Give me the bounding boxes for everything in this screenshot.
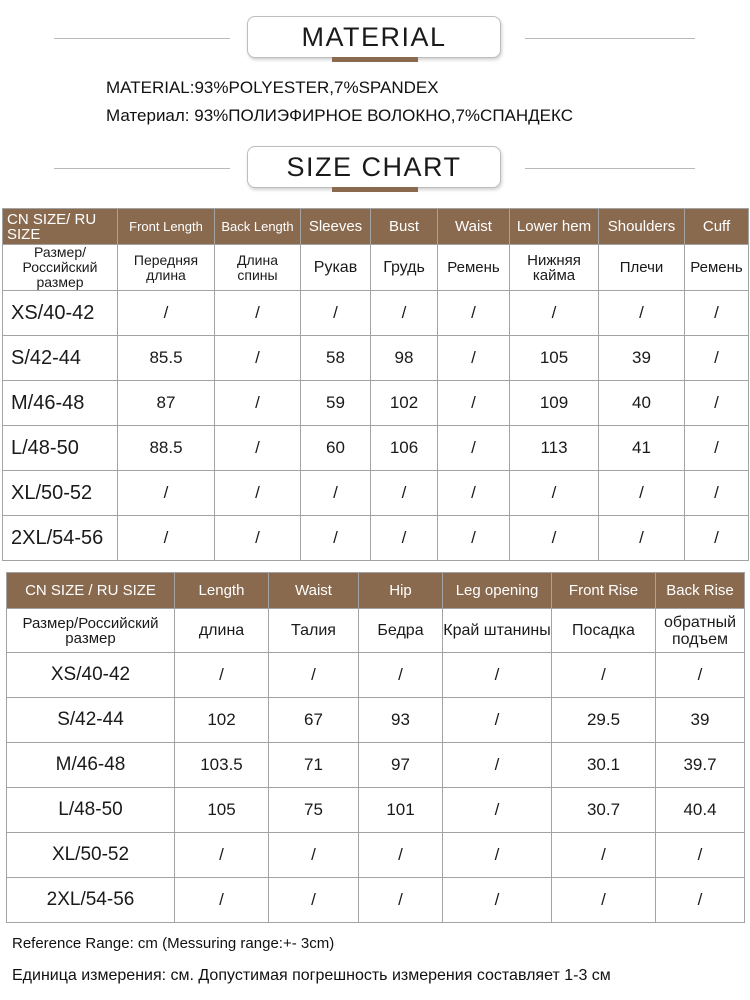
value-cell: / (301, 291, 371, 336)
value-cell: / (371, 516, 438, 561)
value-cell: / (510, 516, 599, 561)
value-cell: 113 (510, 426, 599, 471)
value-cell: 87 (118, 381, 215, 426)
value-cell: / (215, 516, 301, 561)
header-cell: CN SIZE / RU SIZE (7, 573, 175, 609)
header-cell: Shoulders (599, 209, 685, 245)
value-cell: / (685, 426, 749, 471)
value-cell: 58 (301, 336, 371, 381)
divider (525, 38, 695, 39)
value-cell: / (656, 833, 745, 878)
size-table-pants (6, 572, 745, 923)
value-cell: / (438, 516, 510, 561)
table-header-row (7, 573, 745, 609)
header-cell: Waist (438, 209, 510, 245)
value-cell: / (175, 878, 269, 923)
subheader-cell: Посадка (552, 609, 656, 653)
value-cell: / (269, 833, 359, 878)
value-cell: / (443, 788, 552, 833)
reference-range-note: Reference Range: cm (Messuring range:+- 3cm) (12, 935, 335, 952)
size-cell: XL/50-52 (7, 833, 175, 878)
header-cell: Lower hem (510, 209, 599, 245)
table-row (7, 878, 745, 923)
size-cell: 2XL/54-56 (7, 878, 175, 923)
table-row (3, 471, 749, 516)
subheader-cell: Размер/Российский размер (7, 609, 175, 653)
value-cell: / (438, 336, 510, 381)
size-table-tops (2, 208, 749, 561)
measurement-unit-note: Единица измерения: см. Допустимая погрешность измерения составляет 1-3 см (12, 967, 611, 984)
size-cell: XS/40-42 (3, 291, 118, 336)
value-cell: / (599, 291, 685, 336)
value-cell: / (359, 878, 443, 923)
header-accent-bar (332, 187, 418, 192)
value-cell: / (215, 381, 301, 426)
material-en-text: MATERIAL:93%POLYESTER,7%SPANDEX (106, 78, 439, 97)
value-cell: / (685, 471, 749, 516)
value-cell: 60 (301, 426, 371, 471)
subheader-cell: Грудь (371, 245, 438, 291)
value-cell: / (438, 471, 510, 516)
value-cell: / (685, 516, 749, 561)
header-cell: Leg opening (443, 573, 552, 609)
value-cell: / (443, 743, 552, 788)
subheader-cell: Ремень (685, 245, 749, 291)
subheader-cell: Рукав (301, 245, 371, 291)
value-cell: / (215, 336, 301, 381)
header-cell: CN SIZE/ RU SIZE (3, 209, 118, 245)
header-cell: Cuff (685, 209, 749, 245)
value-cell: / (438, 291, 510, 336)
size-cell: XS/40-42 (7, 653, 175, 698)
value-cell: / (685, 291, 749, 336)
value-cell: / (656, 653, 745, 698)
subheader-cell: Плечи (599, 245, 685, 291)
value-cell: / (656, 878, 745, 923)
size-cell: L/48-50 (3, 426, 118, 471)
subheader-cell: длина (175, 609, 269, 653)
size-cell: M/46-48 (7, 743, 175, 788)
value-cell: / (118, 291, 215, 336)
value-cell: / (175, 653, 269, 698)
header-cell: Bust (371, 209, 438, 245)
value-cell: 105 (510, 336, 599, 381)
value-cell: / (552, 833, 656, 878)
size-chart-header-label: SIZE CHART (247, 146, 501, 188)
table-row (3, 291, 749, 336)
value-cell: / (118, 516, 215, 561)
value-cell: / (301, 471, 371, 516)
value-cell: 106 (371, 426, 438, 471)
value-cell: / (215, 471, 301, 516)
value-cell: / (443, 653, 552, 698)
table-subheader-row (3, 245, 749, 291)
value-cell: 71 (269, 743, 359, 788)
value-cell: 103.5 (175, 743, 269, 788)
value-cell: / (552, 878, 656, 923)
table-subheader-row (7, 609, 745, 653)
value-cell: 59 (301, 381, 371, 426)
value-cell: / (371, 291, 438, 336)
value-cell: / (215, 426, 301, 471)
table-row (3, 336, 749, 381)
value-cell: 30.7 (552, 788, 656, 833)
header-cell: Back Rise (656, 573, 745, 609)
value-cell: 39.7 (656, 743, 745, 788)
value-cell: 75 (269, 788, 359, 833)
value-cell: 67 (269, 698, 359, 743)
value-cell: / (359, 833, 443, 878)
value-cell: / (301, 516, 371, 561)
value-cell: 40.4 (656, 788, 745, 833)
value-cell: 41 (599, 426, 685, 471)
subheader-cell: Нижняя кайма (510, 245, 599, 291)
header-cell: Waist (269, 573, 359, 609)
value-cell: / (510, 471, 599, 516)
value-cell: / (552, 653, 656, 698)
value-cell: 85.5 (118, 336, 215, 381)
table-row (7, 743, 745, 788)
value-cell: 39 (656, 698, 745, 743)
divider (54, 168, 230, 169)
value-cell: / (215, 291, 301, 336)
table-row (7, 788, 745, 833)
header-accent-bar (332, 57, 418, 62)
subheader-cell: Размер/ Российский размер (3, 245, 118, 291)
table-header-row (3, 209, 749, 245)
header-cell: Length (175, 573, 269, 609)
subheader-cell: Ремень (438, 245, 510, 291)
table-row (7, 698, 745, 743)
value-cell: / (359, 653, 443, 698)
value-cell: / (443, 878, 552, 923)
value-cell: / (599, 516, 685, 561)
subheader-cell: Бедра (359, 609, 443, 653)
table-row (3, 426, 749, 471)
value-cell: 97 (359, 743, 443, 788)
value-cell: / (510, 291, 599, 336)
size-cell: S/42-44 (3, 336, 118, 381)
subheader-cell: Передняя длина (118, 245, 215, 291)
material-header (0, 16, 750, 62)
value-cell: / (175, 833, 269, 878)
value-cell: 39 (599, 336, 685, 381)
subheader-cell: обратный подъем (656, 609, 745, 653)
value-cell: / (443, 698, 552, 743)
value-cell: 102 (371, 381, 438, 426)
value-cell: 40 (599, 381, 685, 426)
value-cell: / (599, 471, 685, 516)
value-cell: 88.5 (118, 426, 215, 471)
header-cell: Back Length (215, 209, 301, 245)
size-cell: 2XL/54-56 (3, 516, 118, 561)
value-cell: / (269, 653, 359, 698)
value-cell: / (685, 336, 749, 381)
value-cell: / (118, 471, 215, 516)
value-cell: / (685, 381, 749, 426)
table-row (7, 653, 745, 698)
size-cell: XL/50-52 (3, 471, 118, 516)
size-cell: M/46-48 (3, 381, 118, 426)
value-cell: 30.1 (552, 743, 656, 788)
value-cell: / (269, 878, 359, 923)
value-cell: 105 (175, 788, 269, 833)
divider (54, 38, 230, 39)
material-ru-text: Материал: 93%ПОЛИЭФИРНОЕ ВОЛОКНО,7%СПАНДЕКС (106, 106, 574, 125)
value-cell: 98 (371, 336, 438, 381)
value-cell: 109 (510, 381, 599, 426)
header-cell: Front Length (118, 209, 215, 245)
material-header-label: MATERIAL (247, 16, 501, 58)
subheader-cell: Талия (269, 609, 359, 653)
header-cell: Hip (359, 573, 443, 609)
value-cell: / (371, 471, 438, 516)
value-cell: / (438, 426, 510, 471)
value-cell: 102 (175, 698, 269, 743)
header-cell: Sleeves (301, 209, 371, 245)
subheader-cell: Длина спины (215, 245, 301, 291)
size-cell: S/42-44 (7, 698, 175, 743)
size-chart-header (0, 146, 750, 192)
table-row (3, 516, 749, 561)
size-cell: L/48-50 (7, 788, 175, 833)
value-cell: / (443, 833, 552, 878)
value-cell: / (438, 381, 510, 426)
subheader-cell: Край штанины (443, 609, 552, 653)
divider (525, 168, 695, 169)
value-cell: 93 (359, 698, 443, 743)
table-row (3, 381, 749, 426)
header-cell: Front Rise (552, 573, 656, 609)
value-cell: 101 (359, 788, 443, 833)
value-cell: 29.5 (552, 698, 656, 743)
table-row (7, 833, 745, 878)
